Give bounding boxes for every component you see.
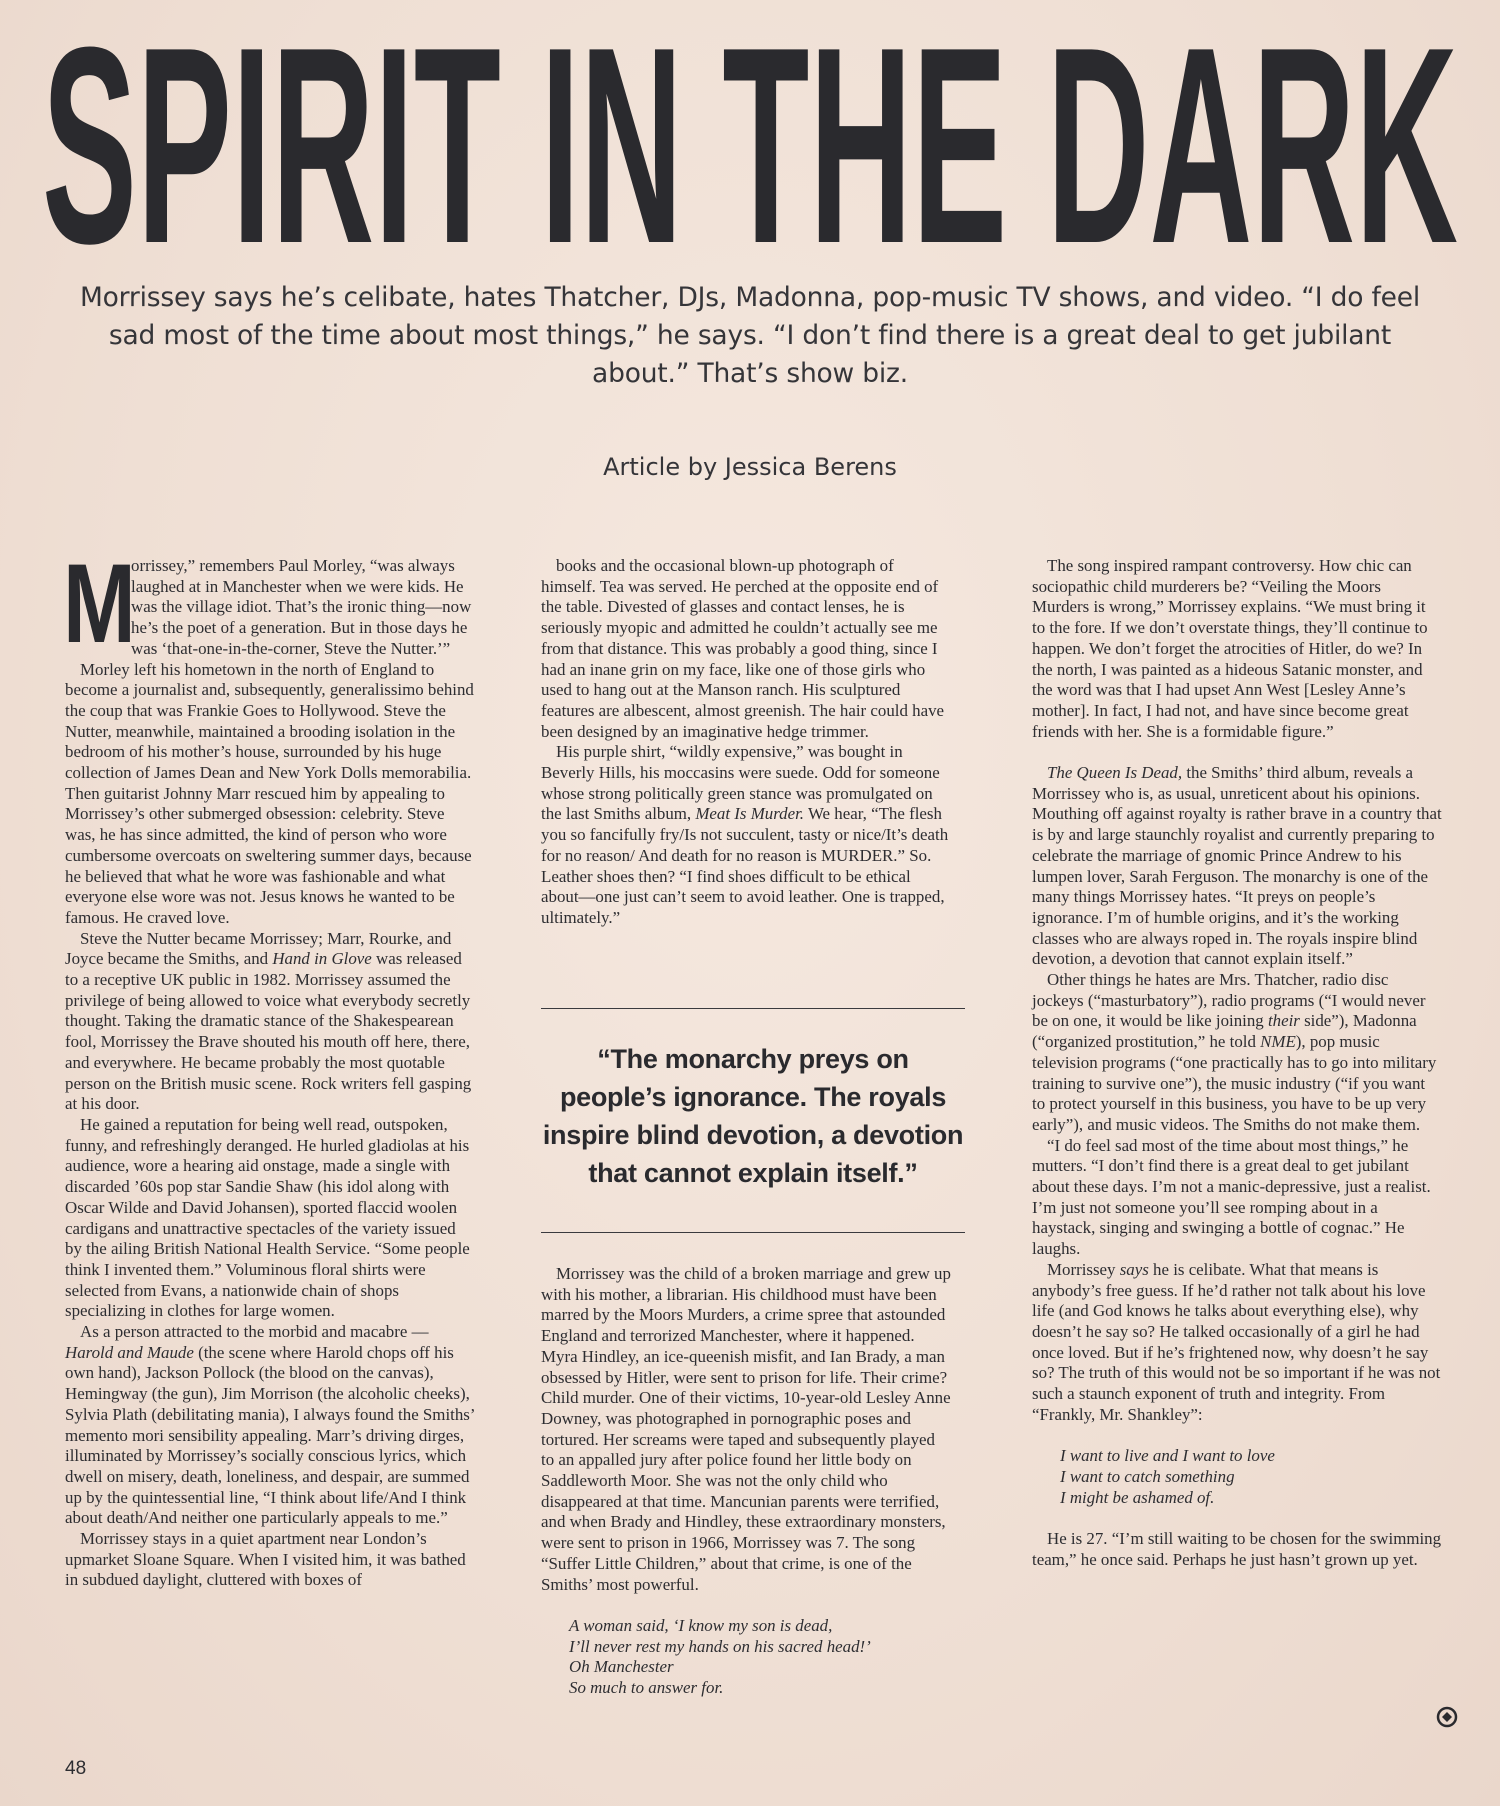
lyric-line: I want to catch something	[1060, 1466, 1235, 1486]
lyric-line: So much to answer for.	[569, 1678, 724, 1698]
lyric-line: I might be ashamed of.	[1060, 1487, 1215, 1507]
column-2	[541, 556, 951, 929]
lyric-line: I want to live and I want to love	[1060, 1446, 1275, 1466]
lyric-quote	[541, 1616, 951, 1699]
paragraph: The Queen Is Dead, the Smiths’ third album, reveals a Morrissey who is, as usual, unreticent about his opinions. Mouthing off against royalty is rather brave in a country that is by and large staunchly royalist and currently preparing to celebrate the marriage of gnomic Prince Andrew to his lumpen lover, Sarah Ferguson. The monarchy is one of the many things Morrissey hates. “It preys on people’s ignorance. I’m of humble origins, and it’s the working classes who are always roped in. The royals inspire blind devotion, a devotion that cannot explain itself.”	[1032, 763, 1442, 969]
paragraph: Morrissey stays in a quiet apartment near London’s upmarket Sloane Square. When I visited him, it was bathed in subdued daylight, cluttered with boxes of	[65, 1529, 466, 1590]
headline-svg	[40, 22, 1460, 262]
paragraph: Other things he hates are Mrs. Thatcher, radio disc jockeys (“masturbatory”), radio programs (“I would never be on one, it would be like joining their side”), Madonna (“organized prostitution,” he told NME), pop music television programs (“one practically has to go into military training to survive one”), the music industry (“if you want to protect yourself in this business, you have to be up very early”), and music videos. The Smiths do not make them.	[1032, 970, 1437, 1134]
paragraph: His purple shirt, “wildly expensive,” was bought in Beverly Hills, his moccasins were suede. Odd for someone whose strong politically green stance was promulgated on the last Smiths album, Meat Is Murder. We hear, “The flesh you so fancifully fry/Is not succulent, tasty or nice/It’s death for no reason/ And death for no reason is MURDER.” So. Leather shoes then? “I find shoes difficult to be ethical about—one just can’t seem to avoid leather. One is trapped, ultimately.”	[541, 742, 949, 927]
paragraph: Morrissey was the child of a broken marriage and grew up with his mother, a librarian. His childhood must have been marred by the Moors Murders, a crime spree that astounded England and terrorized Manchester, where it happened. Myra Hindley, an ice-queenish misfit, and Ian Brady, a man obsessed by Hitler, were sent to prison for life. Their crime? Child murder. One of their victims, 10-year-old Lesley Anne Downey, was photographed in pornographic poses and tortured. Her screams were taped and subsequently played to an appalled jury after police found her little body on Saddleworth Moor. She was not the only child who disappeared at that time. Mancunian parents were terrified, and when Brady and Hindley, these extraordinary monsters, were sent to prison in 1966, Morrissey was 7. The song “Suffer Little Children,” about that crime, is one of the Smiths’ most powerful.	[541, 1264, 951, 1594]
paragraph: books and the occasional blown-up photograph of himself. Tea was served. He perched at the opposite end of the table. Divested of glasses and contact lenses, he is seriously myopic and admitted he couldn’t actually see me from that distance. This was probably a good thing, since I had an inane grin on my face, like one of those girls who used to hang out at the Manson ranch. His sculptured features are albescent, almost greenish. The hair could have been designed by an imaginative hedge trimmer.	[541, 556, 945, 741]
column-2-lower	[541, 1264, 951, 1699]
column-3	[1032, 556, 1442, 1570]
paragraph: Steve the Nutter became Morrissey; Marr, Rourke, and Joyce became the Smiths, and Hand in Glove was released to a receptive UK public in 1982. Morrissey assumed the privilege of being allowed to voice what everybody secretly thought. Taking the dramatic stance of the Shakespearean fool, Morrissey the Brave shouted his mouth off here, there, and everywhere. He became probably the most quotable person on the British music scene. Rock writers fell gasping at his door.	[65, 928, 472, 1114]
paragraph: Morley left his hometown in the north of England to become a journalist and, subsequently, generalissimo behind the coup that was Frankie Goes to Hollywood. Steve the Nutter, meanwhile, maintained a brooding isolation in the bedroom of his mother’s house, surrounded by his huge collection of James Dean and New York Dolls memorabilia. Then guitarist Johnny Marr rescued him by appealing to Morrissey’s other submerged obsession: celebrity. Steve was, he has since admitted, the kind of person who wore cumbersome overcoats on sweltering summer days, because he believed that what he wore was fashionable and what everyone else wore was not. Jesus knows he wanted to be famous. He craved love.	[65, 659, 474, 927]
byline: Article by Jessica Berens	[603, 453, 897, 481]
page-number: 48	[65, 1758, 87, 1779]
pullquote-rule-bottom	[541, 1232, 965, 1233]
paragraph: Morrissey says he is celibate. What that means is anybody’s free guess. If he’d rather not talk about his love life (and God knows he talks about everything else), why doesn’t he say so? He talked occasionally of a girl he had once loved. But if he’s frightened now, why doesn’t he say so? The truth of this would not be so important if he was not such a staunch exponent of truth and integrity. From “Frankly, Mr. Shankley”:	[1032, 1259, 1441, 1424]
headline-text: SPIRIT IN THE DARK	[42, 22, 1458, 262]
paragraph: As a person attracted to the morbid and macabre —Harold and Maude (the scene where Harold chops off his own hand), Jackson Pollock (the blood on the canvas), Hemingway (the gun), Jim Morrison (the alcoholic cheeks), Sylvia Plath (debilitating mania), I always found the Smiths’ memento mori sensibility appealing. Marr’s driving dirges, illuminated by Morrissey’s socially conscious lyrics, which dwell on misery, death, loneliness, and despair, are summed up by the quintessential line, “I think about life/And I think about death/And neither one particularly appeals to me.”	[65, 1322, 475, 1528]
lyric-quote	[1032, 1446, 1442, 1508]
headline	[40, 22, 1460, 262]
dek: Morrissey says he’s celibate, hates Thatcher, DJs, Madonna, pop-music TV shows, and video. “I do feel sad most of the time about most things,” he says. “I don’t find there is a great deal to get jubilant about.” That’s show biz.	[79, 282, 1420, 389]
end-of-article-logo-icon	[1436, 1706, 1458, 1728]
paragraph: orrissey,” remembers Paul Morley, “was always laughed at in Manchester when we were kids. He was the village idiot. That’s the ironic thing—now he’s the poet of a generation. But in those days he was ‘that-one-in-the-corner, Steve the Nutter.’”	[131, 556, 472, 658]
paragraph: The song inspired rampant controversy. How chic can sociopathic child murderers be? “Veiling the Moors Murders is wrong,” Morrissey explains. “We must bring it to the fore. If we don’t overstate things, they’ll continue to happen. We don’t forget the atrocities of Hitler, do we? In the north, I was painted as a hideous Satanic monster, and the word was that I had upset Ann West [Lesley Anne’s mother]. In fact, I had not, and have since become great friends with her. She is a formidable figure.”	[1032, 556, 1428, 741]
lyric-line: Oh Manchester	[569, 1657, 674, 1677]
pull-quote: “The monarchy preys on people’s ignorance. The royals inspire blind devotion, a devotion that cannot explain itself.”	[542, 1044, 964, 1188]
lyric-line: I’ll never rest my hands on his sacred head!’	[569, 1636, 871, 1656]
lyric-line: A woman said, ‘I know my son is dead,	[569, 1615, 833, 1635]
drop-cap: M	[63, 541, 136, 666]
column-1	[63, 541, 475, 1591]
paragraph: He gained a reputation for being well read, outspoken, funny, and refreshingly deranged. He hurled gladiolas at his audience, wore a hearing aid onstage, made a single with discarded ’60s pop star Sandie Shaw (his idol along with Oscar Wilde and David Johansen), sported flaccid woolen cardigans and unattractive spectacles of the variety issued by the ailing British National Health Service. “Some people think I invented them.” Voluminous floral shirts were selected from Evans, a nationwide chain of shops specializing in clothes for large women.	[65, 1114, 470, 1321]
pullquote-rule-top	[541, 1008, 965, 1009]
paragraph: He is 27. “I’m still waiting to be chosen for the swimming team,” he once said. Perhaps he just hasn’t grown up yet.	[1032, 1529, 1442, 1569]
paragraph: “I do feel sad most of the time about most things,” he mutters. “I don’t find there is a great deal to get jubilant about these days. I’m not a manic-depressive, just a realist. I’m just not someone you’ll see romping about in a haystack, singing and swinging a bottle of cognac.” He laughs.	[1032, 1135, 1431, 1259]
